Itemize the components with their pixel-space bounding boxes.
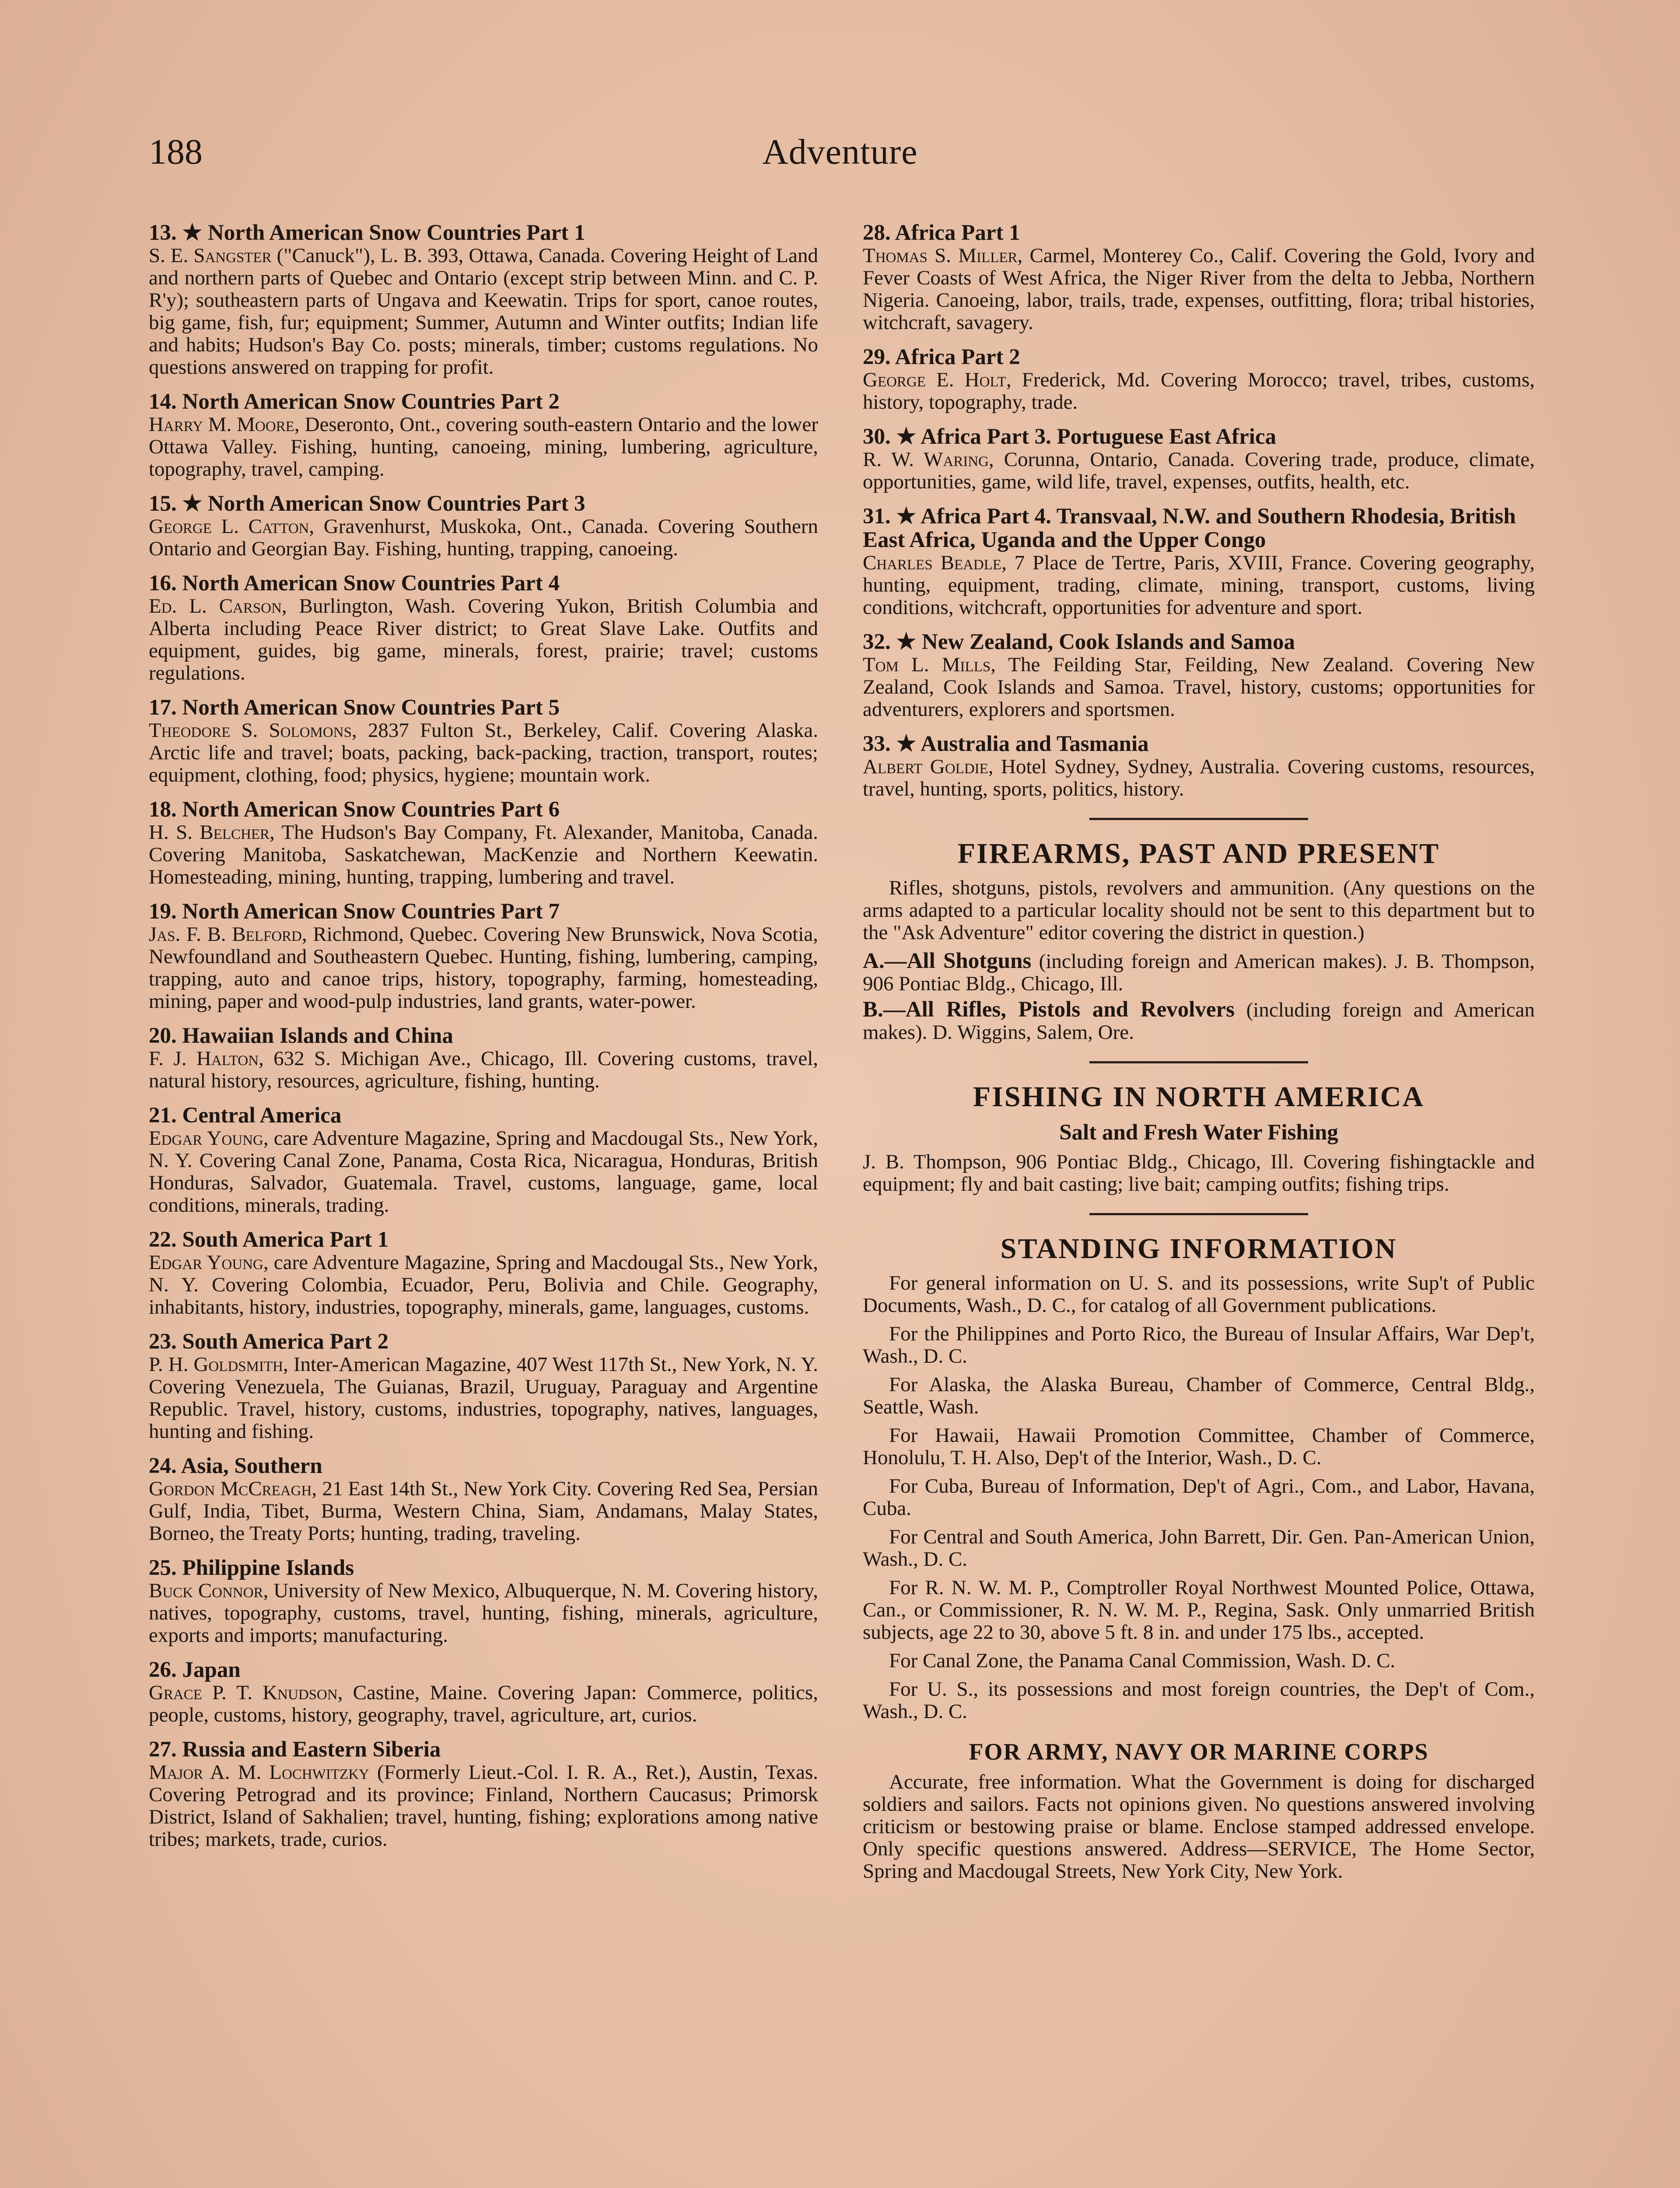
right-entries <box>863 221 1535 800</box>
entry-title: 19. North American Snow Countries Part 7 <box>149 899 560 924</box>
department-entry <box>149 1024 818 1092</box>
editor-name: Harry M. Moore <box>149 413 294 436</box>
department-entry <box>149 1556 818 1647</box>
entry-body <box>863 552 1535 619</box>
entry-description: , Frederick, Md. Covering Morocco; travel, tribes, customs, history, topography, trade. <box>863 368 1535 414</box>
standing-paragraph: For U. S., its possessions and most foreign countries, the Dep't of Com., Wash., D. C. <box>863 1678 1535 1723</box>
department-entry <box>149 696 818 786</box>
editor-name: Edgar Young <box>149 1251 263 1274</box>
department-entry <box>149 221 818 379</box>
standing-paragraph: For R. N. W. M. P., Comptroller Royal Northwest Mounted Police, Ottawa, Can., or Commissioner, R. N. W. M. P., Regina, Sask. Only unmarried British subjects, age 22 to 30, above 5 ft. 8 in. and under 175 lbs., accepted. <box>863 1576 1535 1644</box>
entry-body <box>149 1048 818 1092</box>
editor-name: Gordon McCreagh <box>149 1477 312 1500</box>
entry-title: 24. Asia, Southern <box>149 1454 322 1478</box>
editor-name: George L. Catton <box>149 515 309 538</box>
entry-description: , Carmel, Monterey Co., Calif. Covering the Gold, Ivory and Fever Coasts of West Africa, the Niger River from the delta to Jebba, Northern Nigeria. Canoeing, labor, trails, trade, expenses, outfitting, flora; tribal histories, witchcraft, savagery. <box>863 244 1535 334</box>
page-title: Adventure <box>762 132 918 172</box>
department-entry <box>863 505 1535 619</box>
department-entry <box>863 732 1535 800</box>
entry-body <box>149 1761 818 1851</box>
department-entry <box>149 492 818 560</box>
editor-name: Ed. L. Carson <box>149 595 282 617</box>
editor-name: Charles Beadle <box>863 551 1002 574</box>
department-entry <box>149 1658 818 1726</box>
department-entry <box>149 1330 818 1443</box>
entry-title: 29. Africa Part 2 <box>863 345 1020 369</box>
entry-description: ("Canuck"), L. B. 393, Ottawa, Canada. Covering Height of Land and northern parts of Quebec and Ontario (except strip between Minn. and C. P. R'y); southeastern parts of Ungava and Keewatin. Trips for sport, canoe routes, big game, fish, fur; equipment; Summer, Autumn and Winter outfits; Indian life and habits; Hudson's Bay Co. posts; minerals, timber; customs regulations. No questions answered on trapping for profit. <box>149 244 818 379</box>
standing-paragraphs <box>863 1272 1535 1723</box>
editor-name: Tom L. Mills <box>863 653 991 676</box>
editor-name: S. E. Sangster <box>149 244 272 267</box>
standing-heading: STANDING INFORMATION <box>1000 1233 1397 1265</box>
entry-description: , Hotel Sydney, Sydney, Australia. Covering customs, resources, travel, hunting, sports, politics, history. <box>863 755 1535 800</box>
entry-description: , The Feilding Star, Feilding, New Zealand. Covering New Zealand, Cook Islands and Samoa. Travel, history, customs; opportunities for adventurers, explorers and sportsmen. <box>863 653 1535 721</box>
entry-title: 15. ★ North American Snow Countries Part 3 <box>149 491 585 516</box>
firearms-intro: Rifles, shotguns, pistols, revolvers and ammunition. (Any questions on the arms adapted to a particular locality should not be sent to this department but to the "Ask Adventure" editor covering the district in question.) <box>863 877 1535 944</box>
entry-body <box>863 369 1535 414</box>
divider <box>1089 1061 1308 1063</box>
left-column <box>149 221 818 1862</box>
entry-title: 21. Central America <box>149 1103 342 1128</box>
army-heading: FOR ARMY, NAVY OR MARINE CORPS <box>969 1739 1429 1765</box>
standing-paragraph: For Central and South America, John Barrett, Dir. Gen. Pan-American Union, Wash., D. C. <box>863 1525 1535 1571</box>
entry-title: 28. Africa Part 1 <box>863 221 1020 245</box>
entry-body <box>863 756 1535 800</box>
entry-description: , care Adventure Magazine, Spring and Macdougal Sts., New York, N. Y. Covering Canal Zone, Panama, Costa Rica, Nicaragua, Honduras, British Honduras, Salvador, Guatemala. Travel, customs, language, game, local conditions, minerals, trading. <box>149 1127 818 1217</box>
entry-description: , Gravenhurst, Muskoka, Ont., Canada. Covering Southern Ontario and Georgian Bay. Fishing, hunting, trapping, canoeing. <box>149 515 818 560</box>
standing-paragraph: For Canal Zone, the Panama Canal Commission, Wash. D. C. <box>889 1649 1396 1672</box>
army-body: Accurate, free information. What the Government is doing for discharged soldiers and sailors. Facts not opinions given. No questions answered involving criticism or bestowing praise or blame. Enclose stamped addressed envelope. Only specific questions answered. Address—SERVICE, The Home Sector, Spring and Macdougal Streets, New York City, New York. <box>863 1771 1535 1883</box>
entry-description: , Castine, Maine. Covering Japan: Commerce, politics, people, customs, history, geography, travel, agriculture, art, curios. <box>149 1681 818 1726</box>
entry-description: (Formerly Lieut.-Col. I. R. A., Ret.), Austin, Texas. Covering Petrograd and its province; Finland, Northern Caucasus; Primorsk District, Island of Sakhalien; travel, hunting, fishing; explorations among native tribes; markets, trade, curios. <box>149 1761 818 1851</box>
firearms-item-a-title: A.—All Shotguns <box>863 949 1032 973</box>
department-entry <box>863 630 1535 721</box>
entry-title: 13. ★ North American Snow Countries Part 1 <box>149 221 585 245</box>
page-number: 188 <box>149 132 203 172</box>
entry-body <box>863 245 1535 334</box>
standing-paragraph: For Alaska, the Alaska Bureau, Chamber of Commerce, Central Bldg., Seattle, Wash. <box>863 1373 1535 1418</box>
firearms-item-a-body: (including foreign and American makes). J. B. Thompson, 906 Pontiac Bldg., Chicago, Ill. <box>863 950 1535 995</box>
editor-name: R. W. Waring <box>863 448 989 471</box>
editor-name: Thomas S. Miller <box>863 244 1018 267</box>
firearms-item-a <box>863 950 1535 995</box>
firearms-item-b-body: (including foreign and American makes). D. Wiggins, Salem, Ore. <box>863 999 1535 1044</box>
entry-description: , Corunna, Ontario, Canada. Covering trade, produce, climate, opportunities, game, wild life, travel, expenses, outfits, health, etc. <box>863 448 1535 493</box>
standing-paragraph: For Cuba, Bureau of Information, Dep't of Agri., Com., and Labor, Havana, Cuba. <box>863 1475 1535 1520</box>
entry-body <box>149 1252 818 1318</box>
right-column <box>863 221 1535 1889</box>
entry-description: , The Hudson's Bay Company, Ft. Alexander, Manitoba, Canada. Covering Manitoba, Saskatchewan, MacKenzie and Northern Keewatin. Homesteading, mining, hunting, trapping, lumbering and travel. <box>149 821 818 888</box>
entry-body <box>149 245 818 379</box>
entry-title: 31. ★ Africa Part 4. Transvaal, N.W. and Southern Rhodesia, British East Africa, Uganda and the Upper Congo <box>863 504 1516 552</box>
department-entry <box>149 572 818 684</box>
entry-title: 27. Russia and Eastern Siberia <box>149 1737 441 1762</box>
department-entry <box>863 345 1535 414</box>
editor-name: Jas. F. B. Belford <box>149 923 302 946</box>
divider <box>1089 1213 1308 1215</box>
department-entry <box>149 1104 818 1217</box>
entry-title: 14. North American Snow Countries Part 2 <box>149 389 560 414</box>
entry-body <box>863 654 1535 721</box>
department-entry <box>149 900 818 1013</box>
entry-body <box>149 719 818 786</box>
editor-name: George E. Holt <box>863 368 1006 391</box>
editor-name: Albert Goldie <box>863 755 988 778</box>
entry-title: 32. ★ New Zealand, Cook Islands and Samoa <box>863 630 1295 654</box>
entry-description: , 2837 Fulton St., Berkeley, Calif. Covering Alaska. Arctic life and travel; boats, packing, back-packing, traction, transport, routes; equipment, clothing, food; physics, hygiene; mountain work. <box>149 719 818 786</box>
entry-title: 30. ★ Africa Part 3. Portuguese East Africa <box>863 424 1277 449</box>
entry-description: , Inter-American Magazine, 407 West 117th St., New York, N. Y. Covering Venezuela, The Guianas, Brazil, Uruguay, Paraguay and Argentine Republic. Travel, history, customs, industries, topography, natives, languages, hunting and fishing. <box>149 1353 818 1443</box>
entry-body <box>149 1580 818 1647</box>
standing-paragraph: For Hawaii, Hawaii Promotion Committee, Chamber of Commerce, Honolulu, T. H. Also, Dep't of the Interior, Wash., D. C. <box>863 1424 1535 1469</box>
entry-description: , 7 Place de Tertre, Paris, XVIII, France. Covering geography, hunting, equipment, trading, climate, mining, transport, customs, living conditions, witchcraft, opportunities for adventure and sport. <box>863 551 1535 619</box>
entry-title: 17. North American Snow Countries Part 5 <box>149 695 560 720</box>
department-entry <box>149 1738 818 1851</box>
entry-title: 33. ★ Australia and Tasmania <box>863 732 1149 756</box>
department-entry <box>149 1228 818 1318</box>
entry-description: , University of New Mexico, Albuquerque, N. M. Covering history, natives, topography, customs, travel, hunting, fishing, minerals, agriculture, exports and imports; manufacturing. <box>149 1579 818 1647</box>
entry-description: , care Adventure Magazine, Spring and Macdougal Sts., New York, N. Y. Covering Colombia, Ecuador, Peru, Bolivia and Chile. Geography, inhabitants, history, industries, topography, minerals, game, languages, customs. <box>149 1251 818 1318</box>
entry-description: , 21 East 14th St., New York City. Covering Red Sea, Persian Gulf, India, Tibet, Burma, Western China, Siam, Andamans, Malay States, Borneo, the Treaty Ports; hunting, trading, traveling. <box>149 1477 818 1545</box>
editor-name: Grace P. T. Knudson <box>149 1681 338 1704</box>
editor-name: P. H. Goldsmith <box>149 1353 283 1376</box>
entry-title: 18. North American Snow Countries Part 6 <box>149 797 560 822</box>
fishing-subheading: Salt and Fresh Water Fishing <box>1059 1120 1338 1145</box>
fishing-body: J. B. Thompson, 906 Pontiac Bldg., Chicago, Ill. Covering fishingtackle and equipment; fly and bait casting; live bait; camping outfits; fishing trips. <box>863 1150 1535 1196</box>
standing-paragraph: For the Philippines and Porto Rico, the Bureau of Insular Affairs, War Dep't, Wash., D. C. <box>863 1322 1535 1368</box>
firearms-item-b <box>863 999 1535 1044</box>
entry-body <box>149 414 818 480</box>
editor-name: H. S. Belcher <box>149 821 270 844</box>
entry-title: 25. Philippine Islands <box>149 1556 354 1580</box>
department-entry <box>863 221 1535 334</box>
editor-name: Edgar Young <box>149 1127 263 1150</box>
editor-name: Major A. M. Lochwitzky <box>149 1761 369 1784</box>
editor-name: Theodore S. Solomons <box>149 719 352 742</box>
entry-body <box>149 595 818 684</box>
entry-title: 16. North American Snow Countries Part 4 <box>149 571 560 596</box>
entry-description: , 632 S. Michigan Ave., Chicago, Ill. Covering customs, travel, natural history, resources, agriculture, fishing, hunting. <box>149 1047 818 1092</box>
entry-body <box>149 1353 818 1443</box>
page-header <box>149 131 1531 184</box>
entry-body <box>149 1682 818 1726</box>
entry-description: , Richmond, Quebec. Covering New Brunswick, Nova Scotia, Newfoundland and Southeastern Quebec. Hunting, fishing, lumbering, camping, trapping, auto and canoe trips, history, topography, farming, homesteading, mining, paper and wood-pulp industries, land grants, water-power. <box>149 923 819 1013</box>
entry-body <box>149 1478 818 1545</box>
entry-title: 20. Hawaiian Islands and China <box>149 1024 453 1048</box>
entry-body <box>149 923 818 1013</box>
entry-description: , Burlington, Wash. Covering Yukon, British Columbia and Alberta including Peace River district; to Great Slave Lake. Outfits and equipment, guides, big game, minerals, forest, prairie; travel; customs regulations. <box>149 595 818 684</box>
editor-name: Buck Connor <box>149 1579 263 1602</box>
entry-title: 26. Japan <box>149 1658 241 1682</box>
entry-title: 22. South America Part 1 <box>149 1227 389 1252</box>
firearms-item-b-title: B.—All Rifles, Pistols and Revolvers <box>863 997 1235 1022</box>
entry-body <box>149 1127 818 1217</box>
divider <box>1089 818 1308 820</box>
department-entry <box>149 1454 818 1545</box>
entry-description: , Deseronto, Ont., covering south-eastern Ontario and the lower Ottawa Valley. Fishing, hunting, canoeing, mining, lumbering, agriculture, topography, travel, camping. <box>149 413 819 480</box>
department-entry <box>863 425 1535 493</box>
firearms-heading: FIREARMS, PAST AND PRESENT <box>957 838 1440 870</box>
entry-body <box>149 515 818 560</box>
entry-title: 23. South America Part 2 <box>149 1329 389 1354</box>
department-entry <box>149 390 818 480</box>
department-entry <box>149 798 818 888</box>
editor-name: F. J. Halton <box>149 1047 259 1070</box>
entry-body <box>149 821 818 888</box>
entry-body <box>863 449 1535 493</box>
fishing-heading: FISHING IN NORTH AMERICA <box>973 1081 1425 1113</box>
standing-paragraph: For general information on U. S. and its possessions, write Sup't of Public Documents, Wash., D. C., for catalog of all Government publications. <box>863 1272 1535 1317</box>
